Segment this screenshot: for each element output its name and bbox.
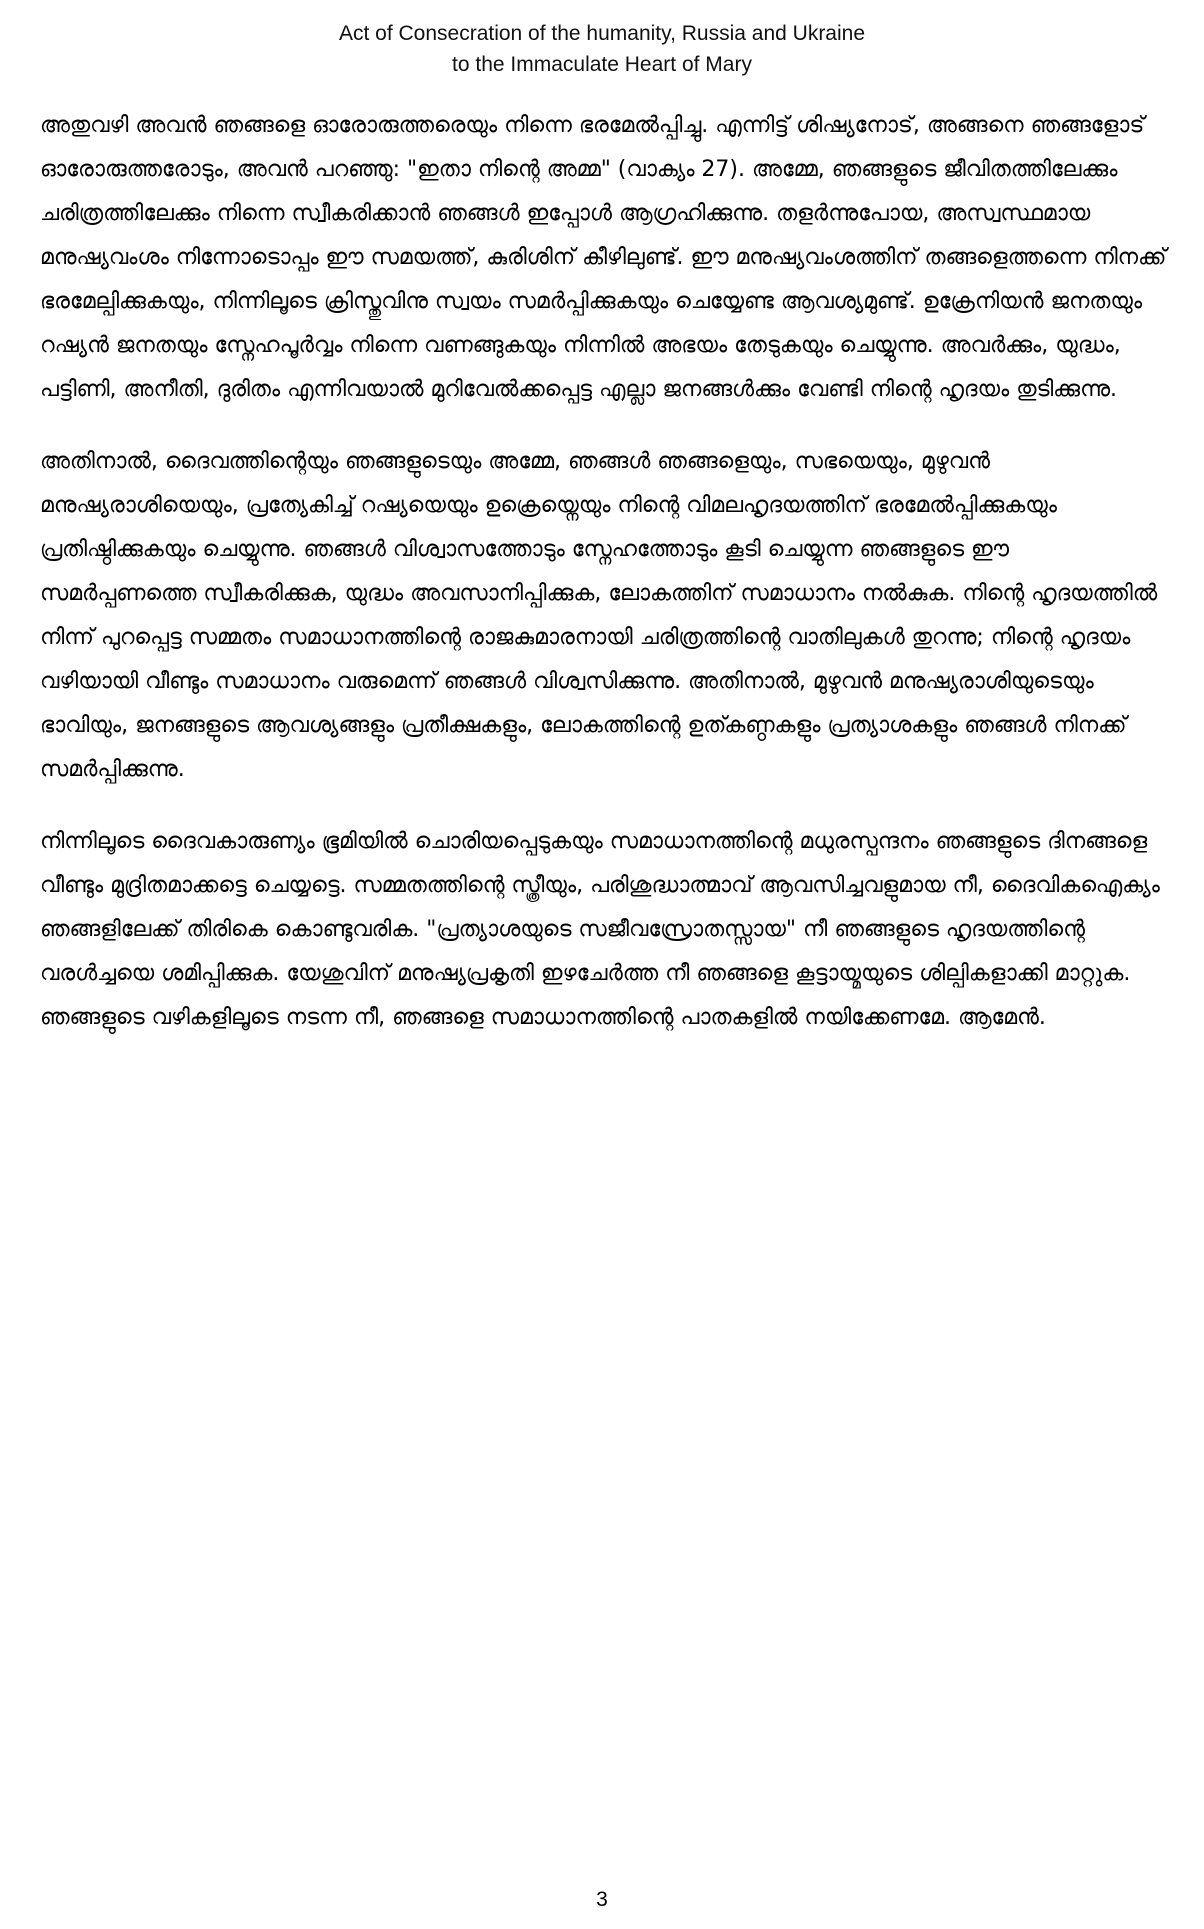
header-title-line-2: to the Immaculate Heart of Mary [452, 53, 752, 76]
paragraph-2: അതിനാൽ, ദൈവത്തിന്റെയും ഞങ്ങളുടെയും അമ്മേ, ഞങ്ങൾ ഞങ്ങളെയും, സഭയെയും, മുഴുവൻ മനുഷ്യരാശിയെയും, പ്രത്യേകിച്ച് റഷ്യയെയും ഉക്രെയ്നെയും നിന്റെ വിമലഹൃദയത്തിന് ഭരമേൽപ്പിക്കുകയും പ്രതിഷ്ഠിക്കുകയും ചെയ്യുന്നു. ഞങ്ങൾ വിശ്വാസത്തോടും സ്നേഹത്തോടും കൂടി ചെയ്യുന്ന ഞങ്ങളുടെ ഈ സമർപ്പണത്തെ സ്വീകരിക്കുക, യുദ്ധം അവസാനിപ്പിക്കുക, ലോകത്തിന് സമാധാനം നൽകുക. നിന്റെ ഹൃദയത്തിൽ നിന്ന് പുറപ്പെട്ട സമ്മതം സമാധാനത്തിന്റെ രാജകുമാരനായി ചരിത്രത്തിന്റെ വാതിലുകൾ തുറന്നു; നിന്റെ ഹൃദയം വഴിയായി വീണ്ടും സമാധാനം വരുമെന്ന് ഞങ്ങൾ വിശ്വസിക്കുന്നു. അതിനാൽ, മുഴുവൻ മനുഷ്യരാശിയുടെയും ഭാവിയും, ജനങ്ങളുടെ ആവശ്യങ്ങളും പ്രതീക്ഷകളും, ലോകത്തിന്റെ ഉത്കണ്ഠകളും പ്രത്യാശകളും ഞങ്ങൾ നിനക്ക് സമർപ്പിക്കുന്നു. [40, 449, 1158, 782]
document-body [40, 104, 1170, 1068]
page-header [0, 18, 1204, 80]
paragraph-1: അതുവഴി അവൻ ഞങ്ങളെ ഓരോരുത്തരെയും നിന്നെ ഭരമേൽപ്പിച്ചു. എന്നിട്ട് ശിഷ്യനോട്, അങ്ങനെ ഞങ്ങളോട് ഓരോരുത്തരോടും, അവൻ പറഞ്ഞു: "ഇതാ നിന്റെ അമ്മ" (വാക്യം 27). അമ്മേ, ഞങ്ങളുടെ ജീവിതത്തിലേക്കും ചരിത്രത്തിലേക്കും നിന്നെ സ്വീകരിക്കാൻ ഞങ്ങൾ ഇപ്പോൾ ആഗ്രഹിക്കുന്നു. തളർന്നുപോയ, അസ്വസ്ഥമായ മനുഷ്യവംശം നിന്നോടൊപ്പം ഈ സമയത്ത്, കുരിശിന് കീഴിലുണ്ട്. ഈ മനുഷ്യവംശത്തിന് തങ്ങളെത്തന്നെ നിനക്ക് ഭരമേല്പിക്കുകയും, നിന്നിലൂടെ ക്രിസ്തുവിനു സ്വയം സമർപ്പിക്കുകയും ചെയ്യേണ്ട ആവശ്യമുണ്ട്. ഉക്രേനിയൻ ജനതയും റഷ്യൻ ജനതയും സ്നേഹപൂർവ്വം നിന്നെ വണങ്ങുകയും നിന്നിൽ അഭയം തേടുകയും ചെയ്യുന്നു. അവർക്കും, യുദ്ധം, പട്ടിണി, അനീതി, ദുരിതം എന്നിവയാൽ മുറിവേൽക്കപ്പെട്ട എല്ലാ ജനങ്ങൾക്കും വേണ്ടി നിന്റെ ഹൃദയം തുടിക്കുന്നു. [40, 113, 1167, 402]
page-number: 3 [596, 1888, 608, 1911]
paragraph-3: നിന്നിലൂടെ ദൈവകാരുണ്യം ഭൂമിയിൽ ചൊരിയപ്പെടുകയും സമാധാനത്തിന്റെ മധുരസ്പന്ദനം ഞങ്ങളുടെ ദിനങ്ങളെ വീണ്ടും മുദ്രിതമാക്കട്ടെ ചെയ്യട്ടെ. സമ്മതത്തിന്റെ സ്ത്രീയും, പരിശുദ്ധാത്മാവ് ആവസിച്ചവളുമായ നീ, ദൈവികഐക്യം ഞങ്ങളിലേക്ക് തിരികെ കൊണ്ടുവരിക. "പ്രത്യാശയുടെ സജീവസ്രോതസ്സായ" നീ ഞങ്ങളുടെ ഹൃദയത്തിന്റെ വരൾച്ചയെ ശമിപ്പിക്കുക. യേശുവിന് മനുഷ്യപ്രകൃതി ഇഴചേർത്ത നീ ഞങ്ങളെ കൂട്ടായ്മയുടെ ശില്പികളാക്കി മാറ്റുക. ഞങ്ങളുടെ വഴികളിലൂടെ നടന്ന നീ, ഞങ്ങളെ സമാധാനത്തിന്റെ പാതകളിൽ നയിക്കേണമേ. ആമേൻ. [40, 829, 1160, 1030]
header-title-line-1: Act of Consecration of the humanity, Russia and Ukraine [338, 22, 866, 45]
